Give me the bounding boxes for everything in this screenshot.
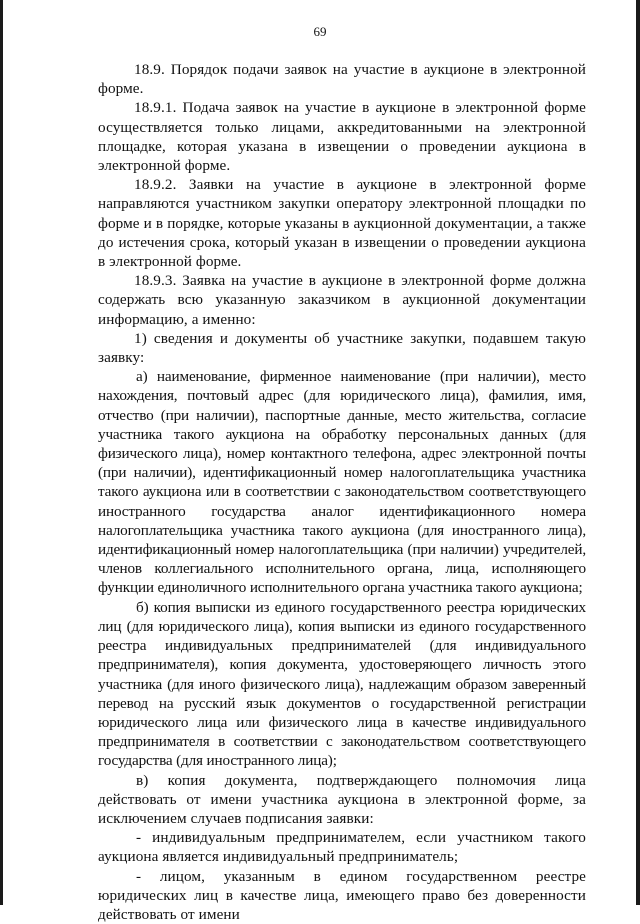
bullet-entrepreneur: - индивидуальным предпринимателем, если участником такого аукциона является индивидуальный предприниматель;	[98, 829, 586, 866]
page-number: 69	[313, 24, 327, 39]
subitem-a: а) наименование, фирменное наименование (при наличии), место нахождения, почтовый адрес (для юридического лица), фамилия, имя, отчество (при наличии), паспортные данные, место жительства, согласие участника такого аукциона на обработку персональных данных (для физического лица), номер контактного телефона, адрес электронной почты (при наличии), идентификационный номер налогоплательщика участника такого аукциона или в соответствии с законодательством соответствующего иностранного государства аналог идентификационного номера налогоплательщика участника такого аукциона (для иностранного лица), идентификационный номер налогоплательщика (при наличии) учредителей, членов коллегиального исполнительного органа, лица, исполняющего функции единоличного исполнительного органа участника такого аукциона;	[98, 368, 586, 597]
section-heading-18-9: 18.9. Порядок подачи заявок на участие в аукционе в электронной форме.	[98, 61, 586, 98]
clause-18-9-3: 18.9.3. Заявка на участие в аукционе в электронной форме должна содержать всю указанную заказчиком в аукционной документации информацию, а именно:	[98, 272, 586, 328]
item-1: 1) сведения и документы об участнике закупки, подавшем такую заявку:	[98, 329, 586, 367]
subitem-v: в) копия документа, подтверждающего полномочия лица действовать от имени участника аукциона в электронной форме, за исключением случаев подписания заявки:	[98, 771, 586, 827]
subitem-b: б) копия выписки из единого государственного реестра юридических лиц (для юридического лица), копия выписки из единого государственного реестра индивидуальных предпринимателей (для индивидуального предпринимателя), копия документа, удостоверяющего личность этого участника (для иного физического лица), надлежащим образом заверенный перевод на русский язык документов о государственной регистрации юридического лица или физического лица в качестве индивидуального предпринимателя в соответствии с законодательством соответствующего государства (для иностранного лица);	[98, 598, 586, 770]
bullet-registry-person: - лицом, указанным в едином государственном реестре юридических лиц в качестве лица, имеющего право без доверенности действовать от имени	[98, 867, 586, 923]
scan-border-left	[0, 0, 3, 905]
document-body	[98, 60, 586, 924]
scan-border-right	[636, 0, 640, 905]
clause-18-9-1: 18.9.1. Подача заявок на участие в аукционе в электронной форме осуществляется только лицами, аккредитованными на электронной площадке, которая указана в извещении о проведении аукциона в электронной форме.	[98, 99, 586, 175]
clause-18-9-2: 18.9.2. Заявки на участие в аукционе в электронной форме направляются участником закупки оператору электронной площадки по форме и в порядке, которые указаны в аукционной документации, а также до истечения срока, который указан в извещении о проведении аукциона в электронной форме.	[98, 176, 586, 271]
